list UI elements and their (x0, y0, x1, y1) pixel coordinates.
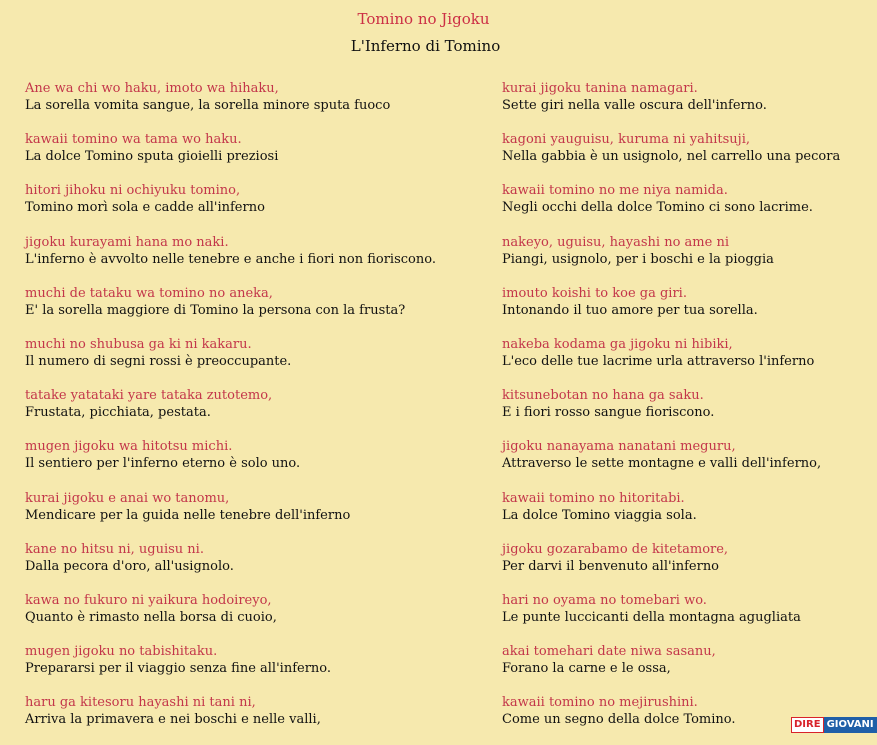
stanza (25, 387, 495, 438)
stanza (502, 131, 852, 182)
italian-line: Mendicare per la guida nelle tenebre dell'inferno (25, 507, 351, 523)
italian-line: L'inferno è avvolto nelle tenebre e anche i fiori non fioriscono. (25, 251, 436, 267)
logo-giovani-text: GIOVANI (824, 717, 877, 733)
japanese-line: kagoni yauguisu, kuruma ni yahitsuji, (502, 132, 750, 148)
stanza (502, 592, 852, 643)
japanese-line: kawaii tomino no me niya namida. (502, 183, 728, 199)
italian-line: Il numero di segni rossi è preoccupante. (25, 353, 292, 369)
japanese-line: muchi de tataku wa tomino no aneka, (25, 285, 273, 301)
logo-dire-text: DIRE (791, 717, 824, 733)
left-column (25, 80, 495, 745)
stanza (25, 541, 495, 592)
japanese-line: mugen jigoku wa hitotsu michi. (25, 439, 233, 455)
japanese-line: tatake yatataki yare tataka zutotemo, (25, 388, 273, 404)
right-column (502, 80, 852, 745)
italian-line: E' la sorella maggiore di Tomino la persona con la frusta? (25, 302, 406, 318)
italian-line: Attraverso le sette montagne e valli dell'inferno, (502, 456, 822, 472)
stanza (502, 490, 852, 541)
stanza (502, 643, 852, 694)
japanese-line: kitsunebotan no hana ga saku. (502, 388, 704, 404)
japanese-line: jigoku gozarabamo de kitetamore, (502, 541, 729, 557)
stanza (25, 336, 495, 387)
italian-line: Intonando il tuo amore per tua sorella. (502, 302, 758, 318)
japanese-line: hitori jihoku ni ochiyuku tomino, (25, 183, 241, 199)
stanza (25, 438, 495, 489)
italian-line: L'eco delle tue lacrime urla attraverso l'inferno (502, 353, 815, 369)
japanese-line: kane no hitsu ni, uguisu ni. (25, 541, 204, 557)
italian-line: Quanto è rimasto nella borsa di cuoio, (25, 609, 277, 625)
stanza (502, 387, 852, 438)
japanese-line: hari no oyama no tomebari wo. (502, 592, 707, 608)
italian-line: La sorella vomita sangue, la sorella minore sputa fuoco (25, 98, 391, 113)
stanza (25, 285, 495, 336)
italian-line: Come un segno della dolce Tomino. (502, 712, 736, 728)
japanese-line: Ane wa chi wo haku, imoto wa hihaku, (25, 81, 279, 96)
italian-line: E i fiori rosso sangue fioriscono. (502, 405, 715, 421)
italian-line: Frustata, picchiata, pestata. (25, 405, 211, 421)
japanese-line: kawaii tomino no hitoritabi. (502, 490, 685, 506)
italian-line: Nella gabbia è un usignolo, nel carrello una pecora (502, 149, 841, 165)
italian-line: Per darvi il benvenuto all'inferno (502, 558, 720, 574)
japanese-line: jigoku nanayama nanatani meguru, (502, 439, 736, 455)
japanese-line: akai tomehari date niwa sasanu, (502, 644, 716, 660)
japanese-line: kurai jigoku tanina namagari. (502, 81, 698, 96)
italian-line: Le punte luccicanti della montagna agugliata (502, 609, 801, 625)
stanza (502, 285, 852, 336)
poem-subtitle: L'Inferno di Tomino (350, 37, 501, 55)
italian-line: Tomino morì sola e cadde all'inferno (25, 200, 265, 216)
italian-line: Il sentiero per l'inferno eterno è solo uno. (25, 456, 301, 472)
stanza (25, 131, 495, 182)
poem-title: Tomino no Jigoku (357, 10, 490, 28)
italian-line: La dolce Tomino sputa gioielli preziosi (25, 149, 279, 165)
stanza (25, 694, 495, 745)
japanese-line: nakeyo, uguisu, hayashi no ame ni (502, 234, 729, 250)
japanese-line: haru ga kitesoru hayashi ni tani ni, (25, 695, 256, 711)
stanza (25, 490, 495, 541)
stanza (502, 336, 852, 387)
italian-line: Dalla pecora d'oro, all'usignolo. (25, 558, 234, 574)
japanese-line: muchi no shubusa ga ki ni kakaru. (25, 336, 252, 352)
italian-line: Arriva la primavera e nei boschi e nelle valli, (25, 712, 321, 728)
stanza (502, 234, 852, 285)
italian-line: Prepararsi per il viaggio senza fine all'inferno. (25, 661, 332, 677)
dire-giovani-logo (791, 717, 874, 733)
stanza (502, 541, 852, 592)
italian-line: La dolce Tomino viaggia sola. (502, 507, 697, 523)
stanza (502, 182, 852, 233)
italian-line: Piangi, usignolo, per i boschi e la pioggia (502, 251, 774, 267)
stanza (25, 592, 495, 643)
japanese-line: nakeba kodama ga jigoku ni hibiki, (502, 336, 733, 352)
japanese-line: mugen jigoku no tabishitaku. (25, 644, 218, 660)
italian-line: Negli occhi della dolce Tomino ci sono lacrime. (502, 200, 813, 216)
japanese-line: kawa no fukuro ni yaikura hodoireyo, (25, 592, 272, 608)
stanza (25, 80, 495, 131)
stanza (502, 80, 852, 131)
japanese-line: kawaii tomino wa tama wo haku. (25, 132, 242, 148)
japanese-line: imouto koishi to koe ga giri. (502, 285, 687, 301)
japanese-line: kawaii tomino no mejirushini. (502, 695, 698, 711)
stanza (25, 643, 495, 694)
stanza (25, 234, 495, 285)
japanese-line: jigoku kurayami hana mo naki. (25, 234, 229, 250)
japanese-line: kurai jigoku e anai wo tanomu, (25, 490, 230, 506)
italian-line: Forano la carne e le ossa, (502, 661, 671, 677)
stanza (502, 438, 852, 489)
italian-line: Sette giri nella valle oscura dell'inferno. (502, 98, 767, 113)
stanza (25, 182, 495, 233)
